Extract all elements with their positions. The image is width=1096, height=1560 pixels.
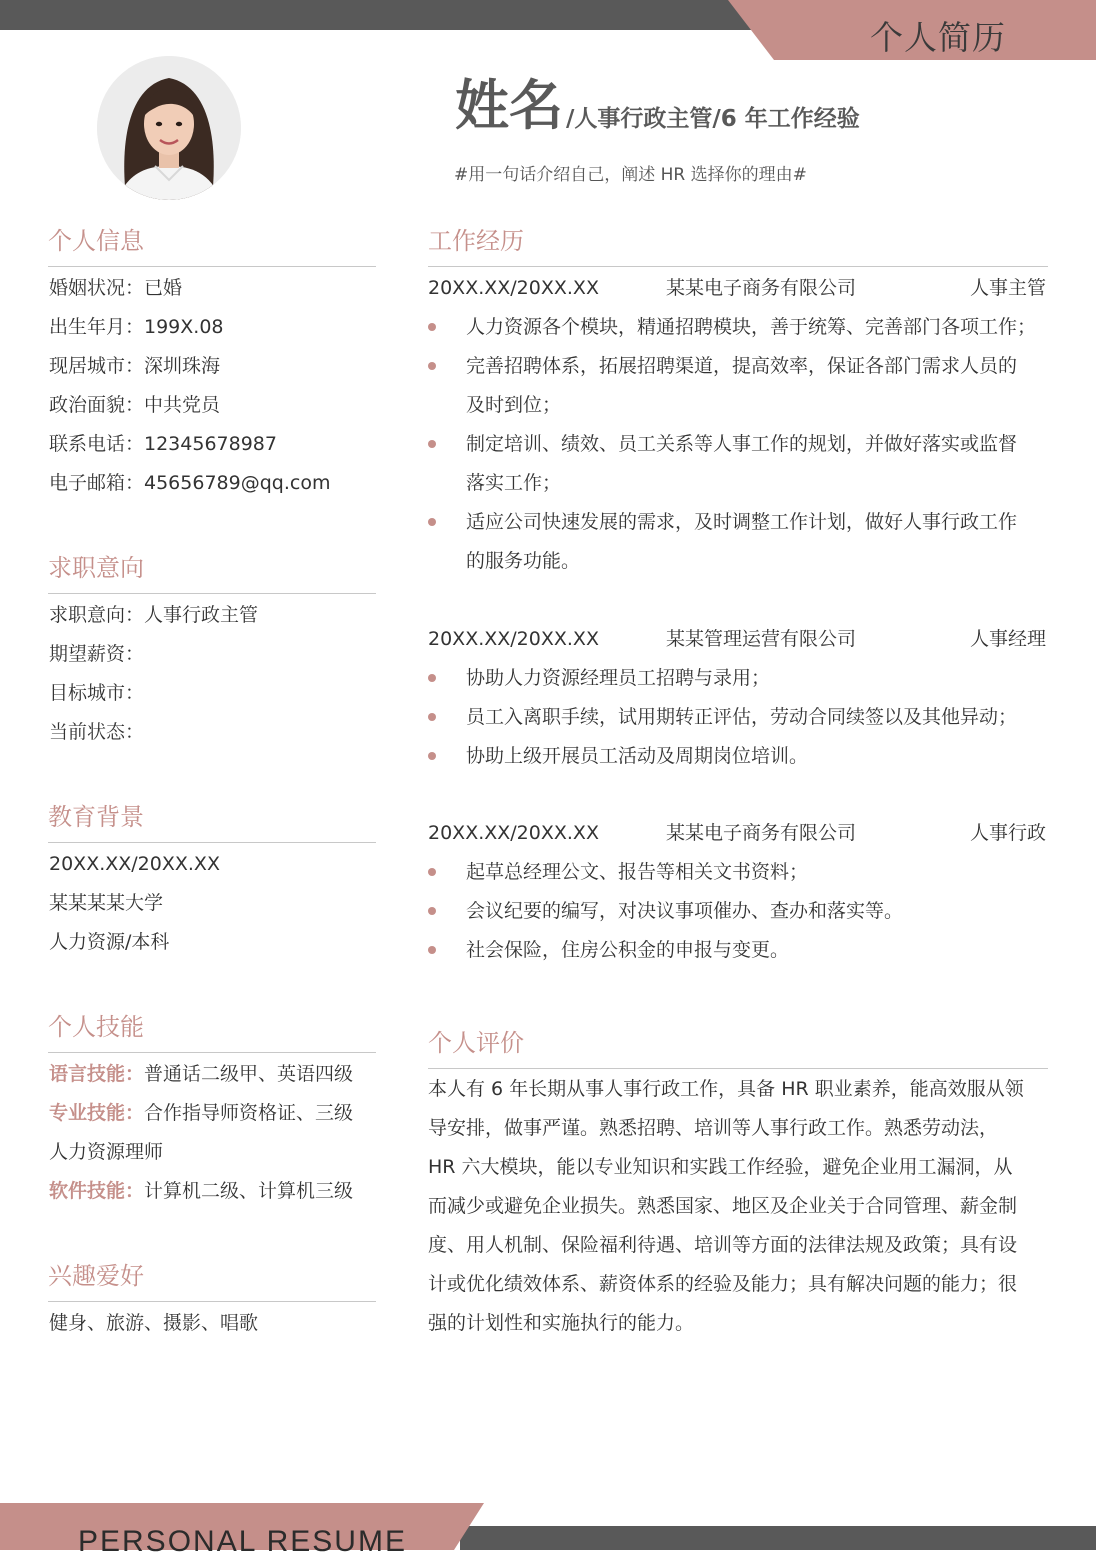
bullet-dot	[428, 907, 436, 915]
info-birth-date: 出生年月：199X.08	[49, 316, 224, 338]
job-bullet: 人力资源各个模块，精通招聘模块，善于统筹、完善部门各项工作；	[466, 316, 1037, 338]
section-divider	[48, 1301, 376, 1302]
evaluation-line: 导安排，做事严谨。熟悉招聘、培训等人事行政工作。熟悉劳动法，	[428, 1117, 999, 1139]
job-period: 20XX.XX/20XX.XX	[428, 628, 599, 650]
bullet-dot	[428, 868, 436, 876]
section-divider	[48, 593, 376, 594]
job-bullet: 完善招聘体系，拓展招聘渠道，提高效率，保证各部门需求人员的	[466, 355, 1018, 377]
job-bullet: 制定培训、绩效、员工关系等人事工作的规划，并做好落实或监督	[466, 433, 1018, 455]
skill-professional-value: 合作指导师资格证、三级	[144, 1102, 354, 1124]
info-city: 现居城市：深圳珠海	[49, 355, 221, 377]
bullet-dot	[428, 518, 436, 526]
job-bullet-cont: 及时到位；	[466, 394, 562, 416]
section-title-work: 工作经历	[428, 227, 524, 255]
info-phone: 联系电话：12345678987	[49, 433, 277, 455]
intention-city: 目标城市：	[49, 682, 145, 704]
job-bullet: 协助上级开展员工活动及周期岗位培训。	[466, 745, 809, 767]
bullet-dot	[428, 752, 436, 760]
job-period: 20XX.XX/20XX.XX	[428, 822, 599, 844]
skill-software-value: 计算机二级、计算机三级	[144, 1180, 354, 1202]
section-title-evaluation: 个人评价	[428, 1029, 524, 1057]
resume-label: 个人简历	[870, 18, 1006, 57]
section-title-job-intention: 求职意向	[48, 554, 144, 582]
skill-professional-label: 专业技能：	[49, 1102, 145, 1124]
bullet-dot	[428, 362, 436, 370]
job-company: 某某管理运营有限公司	[666, 628, 857, 650]
candidate-motto: #用一句话介绍自己，阐述 HR 选择你的理由#	[454, 165, 807, 185]
skill-software	[49, 1178, 353, 1204]
job-bullet: 协助人力资源经理员工招聘与录用；	[466, 667, 771, 689]
evaluation-line: 度、用人机制、保险福利待遇、培训等方面的法律法规及政策；具有设	[428, 1234, 1018, 1256]
candidate-headline: /人事行政主管/6 年工作经验	[566, 106, 860, 132]
section-divider	[48, 842, 376, 843]
job-role: 人事行政	[969, 822, 1046, 844]
section-title-skills: 个人技能	[48, 1013, 144, 1041]
education-school: 某某某某大学	[49, 892, 164, 914]
header-bar-dark	[0, 0, 820, 30]
bullet-dot	[428, 674, 436, 682]
job-role: 人事经理	[969, 628, 1046, 650]
skill-software-label: 软件技能：	[49, 1180, 145, 1202]
job-bullet: 会议纪要的编写，对决议事项催办、查办和落实等。	[466, 900, 904, 922]
info-email: 电子邮箱：45656789@qq.com	[49, 472, 331, 494]
footer-title: PERSONAL RESUME	[78, 1525, 407, 1558]
job-header	[428, 626, 1048, 652]
skill-professional-cont: 人力资源理师	[49, 1141, 164, 1163]
hobbies-text: 健身、旅游、摄影、唱歌	[49, 1312, 259, 1334]
bullet-dot	[428, 713, 436, 721]
info-marital-status: 婚姻状况：已婚	[49, 277, 183, 299]
education-period: 20XX.XX/20XX.XX	[49, 853, 220, 875]
skill-language-label: 语言技能：	[49, 1063, 145, 1085]
bullet-dot	[428, 323, 436, 331]
evaluation-line: 而减少或避免企业损失。熟悉国家、地区及企业关于合同管理、薪金制	[428, 1195, 1018, 1217]
job-bullet: 起草总经理公文、报告等相关文书资料；	[466, 861, 809, 883]
section-divider	[428, 266, 1048, 267]
education-major: 人力资源/本科	[49, 931, 170, 953]
job-bullet: 社会保险，住房公积金的申报与变更。	[466, 939, 790, 961]
intention-status: 当前状态：	[49, 721, 145, 743]
evaluation-line: 计或优化绩效体系、薪资体系的经验及能力；具有解决问题的能力；很	[428, 1273, 1018, 1295]
bullet-dot	[428, 440, 436, 448]
section-title-personal-info: 个人信息	[48, 227, 144, 255]
section-divider	[48, 266, 376, 267]
section-divider	[428, 1068, 1048, 1069]
intention-position: 求职意向：人事行政主管	[49, 604, 259, 626]
job-header	[428, 820, 1048, 846]
section-divider	[48, 1052, 376, 1053]
evaluation-line: 本人有 6 年长期从事人事行政工作，具备 HR 职业素养，能高效服从领	[428, 1078, 1024, 1100]
job-bullet-cont: 落实工作；	[466, 472, 562, 494]
avatar	[97, 56, 241, 200]
section-title-education: 教育背景	[48, 803, 144, 831]
job-bullet: 员工入离职手续，试用期转正评估，劳动合同续签以及其他异动；	[466, 706, 1018, 728]
job-period: 20XX.XX/20XX.XX	[428, 277, 599, 299]
candidate-name: 姓名	[455, 74, 563, 137]
job-company: 某某电子商务有限公司	[666, 277, 857, 299]
section-title-hobbies: 兴趣爱好	[48, 1262, 144, 1290]
job-header	[428, 275, 1048, 301]
skill-professional	[49, 1100, 353, 1126]
info-political-status: 政治面貌：中共党员	[49, 394, 221, 416]
portrait-photo	[97, 56, 241, 200]
job-role: 人事主管	[969, 277, 1046, 299]
intention-salary: 期望薪资：	[49, 643, 145, 665]
skill-language	[49, 1061, 353, 1087]
footer-bar-dark	[460, 1526, 1096, 1550]
skill-language-value: 普通话二级甲、英语四级	[144, 1063, 354, 1085]
evaluation-line: 强的计划性和实施执行的能力。	[428, 1312, 695, 1334]
evaluation-line: HR 六大模块，能以专业知识和实践工作经验，避免企业用工漏洞，从	[428, 1156, 1013, 1178]
job-company: 某某电子商务有限公司	[666, 822, 857, 844]
job-bullet-cont: 的服务功能。	[466, 550, 581, 572]
bullet-dot	[428, 946, 436, 954]
job-bullet: 适应公司快速发展的需求，及时调整工作计划，做好人事行政工作	[466, 511, 1018, 533]
